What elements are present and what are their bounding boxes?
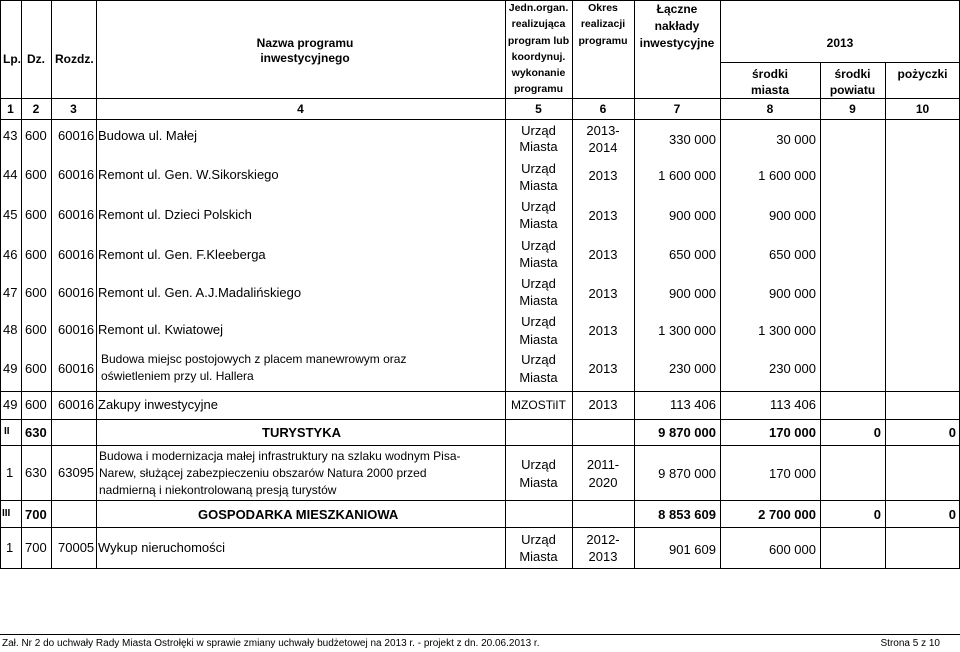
cell-jedn-1: Urząd [521, 161, 556, 176]
cell-name: Budowa ul. Małej [98, 128, 197, 143]
header-srodki-powiatu-1: środki [834, 67, 871, 81]
section3-bottom-line [0, 527, 960, 528]
header-dz: Dz. [27, 52, 45, 66]
section-title: TURYSTYKA [262, 425, 341, 440]
header-jedn-5: wykonanie [511, 67, 566, 79]
colnum-8: 8 [766, 102, 774, 116]
cell-okres-1: 2011- [586, 457, 620, 472]
cell-dz: 630 [25, 465, 47, 480]
cell-lp: 48 [3, 322, 18, 337]
cell-dz: 600 [25, 361, 47, 376]
colnum-10: 10 [915, 102, 930, 116]
cell-rozdz: 70005 [58, 540, 95, 555]
cell-name: Remont ul. Dzieci Polskich [98, 207, 252, 222]
cell-miasta: 1 600 000 [758, 168, 816, 183]
section-title: GOSPODARKA MIESZKANIOWA [198, 507, 399, 522]
cell-jedn-1: Urząd [521, 352, 556, 367]
section-powiatu: 0 [873, 425, 881, 440]
footer-note: Zał. Nr 2 do uchwały Rady Miasta Ostrołęki w sprawie zmiany uchwały budżetowej na 2013 r. - projekt z dn. 20.06.2013 r. [2, 638, 540, 649]
cell-jedn-2: Miasta [519, 293, 558, 308]
vline-lp [21, 0, 22, 569]
cell-okres: 2013 [588, 247, 618, 262]
cell-lp: 1 [6, 540, 14, 555]
cell-okres: 2013 [588, 397, 618, 412]
mieszk-bottom-line [0, 568, 960, 569]
cell-jedn-2: Miasta [519, 178, 558, 193]
vline-powiatu [885, 62, 886, 569]
header-jedn-1: Jedn.organ. [508, 2, 569, 14]
colnum-6: 6 [599, 102, 607, 116]
section-dz: 630 [25, 425, 47, 440]
cell-name-line-2: oświetleniem przy ul. Hallera [101, 369, 254, 383]
section2-bottom-line [0, 445, 960, 446]
header-year: 2013 [826, 36, 854, 50]
cell-dz: 600 [25, 285, 47, 300]
rows-bottom-line [0, 391, 960, 392]
header-jedn-6: programu [513, 83, 563, 95]
cell-laczne: 9 870 000 [658, 466, 716, 481]
section-roman: II [4, 426, 10, 437]
cell-jedn-2: Miasta [519, 475, 558, 490]
header-rozdz: Rozdz. [55, 52, 94, 66]
header-okres-3: programu [578, 35, 628, 47]
cell-dz: 600 [25, 397, 47, 412]
header-pozyczki: pożyczki [897, 67, 948, 81]
cell-okres-2: 2013 [588, 549, 618, 564]
header-bottom-line [0, 98, 960, 99]
vline-rozdz [96, 0, 97, 569]
cell-name: Wykup nieruchomości [98, 540, 226, 555]
cell-miasta: 900 000 [769, 208, 816, 223]
section-laczne: 8 853 609 [658, 507, 716, 522]
cell-jedn-1: Urząd [521, 457, 556, 472]
section-miasta: 170 000 [769, 425, 816, 440]
cell-lp: 47 [3, 285, 18, 300]
header-laczne-3: inwestycyjne [639, 36, 715, 50]
cell-miasta: 900 000 [769, 286, 816, 301]
cell-laczne: 900 000 [669, 208, 716, 223]
cell-miasta: 230 000 [769, 361, 816, 376]
cell-name-line-2: Narew, służącej zabezpieczeniu obszarów Natura 2000 przed [99, 466, 427, 480]
cell-rozdz: 60016 [58, 247, 95, 262]
cell-okres: 2013 [588, 323, 618, 338]
cell-okres: 2013 [588, 361, 618, 376]
cell-miasta: 30 000 [776, 132, 816, 147]
cell-okres-2: 2014 [588, 140, 618, 155]
cell-okres-2: 2020 [588, 475, 618, 490]
cell-laczne: 1 300 000 [658, 323, 716, 338]
cell-name: Remont ul. Gen. F.Kleeberga [98, 247, 266, 262]
cell-dz: 600 [25, 128, 47, 143]
cell-dz: 600 [25, 247, 47, 262]
cell-jedn-2: Miasta [519, 139, 558, 154]
cell-rozdz: 60016 [58, 128, 95, 143]
cell-okres: 2013 [588, 208, 618, 223]
header-jedn-2: realizująca [511, 18, 566, 30]
cell-okres: 2013 [588, 286, 618, 301]
section-roman: III [2, 508, 11, 519]
header-okres-1: Okres [588, 2, 618, 14]
vline-okres [634, 0, 635, 569]
cell-laczne: 900 000 [669, 286, 716, 301]
cell-name-line-3: nadmierną i niekontrolowaną presją turystów [99, 483, 337, 497]
cell-laczne: 1 600 000 [658, 168, 716, 183]
cell-jedn: MZOSTiIT [511, 398, 566, 412]
header-srodki-miasta-2: miasta [750, 83, 790, 97]
cell-jedn-2: Miasta [519, 332, 558, 347]
header-nazwa-1: Nazwa programu [256, 36, 354, 50]
cell-name: Remont ul. Gen. W.Sikorskiego [98, 167, 279, 182]
colnum-bottom-line [0, 119, 960, 120]
cell-jedn-2: Miasta [519, 216, 558, 231]
colnum-7: 7 [673, 102, 681, 116]
header-laczne-1: Łączne [656, 2, 698, 16]
cell-rozdz: 60016 [58, 322, 95, 337]
cell-laczne: 113 406 [669, 397, 716, 412]
cell-dz: 600 [25, 167, 47, 182]
cell-lp: 1 [6, 465, 14, 480]
cell-okres-1: 2013- [586, 123, 620, 138]
cell-laczne: 230 000 [669, 361, 716, 376]
cell-rozdz: 60016 [58, 207, 95, 222]
year-underline [720, 62, 960, 63]
cell-name: Remont ul. Kwiatowej [98, 322, 223, 337]
cell-miasta: 1 300 000 [758, 323, 816, 338]
cell-name-line-1: Budowa miejsc postojowych z placem manewrowym oraz [101, 352, 407, 366]
header-jedn-3: program lub [507, 35, 570, 47]
cell-lp: 49 [3, 397, 18, 412]
header-srodki-powiatu-2: powiatu [829, 83, 876, 97]
section-laczne: 9 870 000 [658, 425, 716, 440]
table-border-top [0, 0, 960, 1]
colnum-4: 4 [297, 102, 304, 116]
cell-jedn-1: Urząd [521, 314, 556, 329]
vline-miasta [820, 62, 821, 569]
cell-lp: 43 [3, 128, 18, 143]
colnum-3: 3 [70, 102, 77, 116]
section-powiatu: 0 [873, 507, 881, 522]
cell-okres: 2013 [588, 168, 618, 183]
section-miasta: 2 700 000 [758, 507, 816, 522]
cell-lp: 44 [3, 167, 18, 182]
header-lp: Lp. [3, 52, 21, 66]
colnum-5: 5 [535, 102, 542, 116]
cell-jedn-1: Urząd [521, 123, 556, 138]
cell-jedn-1: Urząd [521, 532, 556, 547]
vline-left [0, 0, 1, 569]
cell-jedn-2: Miasta [519, 370, 558, 385]
cell-jedn-2: Miasta [519, 255, 558, 270]
header-okres-2: realizacji [580, 18, 626, 30]
colnum-9: 9 [849, 102, 856, 116]
cell-laczne: 330 000 [669, 132, 716, 147]
section-dz: 700 [25, 507, 47, 522]
colnum-2: 2 [32, 102, 40, 116]
cell-lp: 45 [3, 207, 18, 222]
colnum-1: 1 [7, 102, 14, 116]
cell-rozdz: 63095 [58, 465, 95, 480]
tur-bottom-line [0, 500, 960, 501]
cell-name: Zakupy inwestycyjne [98, 397, 218, 412]
cell-miasta: 600 000 [769, 542, 816, 557]
footer-rule [0, 634, 960, 635]
cell-lp: 46 [3, 247, 18, 262]
cell-dz: 600 [25, 207, 47, 222]
header-jedn-4: koordynuj. [511, 51, 566, 63]
cell-laczne: 650 000 [669, 247, 716, 262]
header-laczne-2: nakłady [654, 19, 700, 33]
cell-rozdz: 60016 [58, 285, 95, 300]
header-srodki-miasta-1: środki [751, 67, 788, 81]
cell-jedn-1: Urząd [521, 238, 556, 253]
cell-name: Remont ul. Gen. A.J.Madalińskiego [98, 285, 302, 300]
cell-name-line-1: Budowa i modernizacja małej infrastruktury na szlaku wodnym Pisa- [99, 449, 461, 463]
section-pozyczki: 0 [948, 425, 956, 440]
cell-jedn-2: Miasta [519, 549, 558, 564]
header-nazwa-2: inwestycyjnego [260, 51, 350, 65]
cell-okres-1: 2012- [586, 532, 620, 547]
cell-rozdz: 60016 [58, 361, 95, 376]
cell-miasta: 650 000 [769, 247, 816, 262]
cell-jedn-1: Urząd [521, 276, 556, 291]
zakupy-bottom-line [0, 419, 960, 420]
cell-dz: 600 [25, 322, 47, 337]
cell-laczne: 901 609 [669, 542, 716, 557]
cell-lp: 49 [3, 361, 18, 376]
cell-miasta: 170 000 [769, 466, 816, 481]
vline-dz [51, 0, 52, 569]
section-pozyczki: 0 [948, 507, 956, 522]
cell-miasta: 113 406 [769, 397, 816, 412]
cell-dz: 700 [25, 540, 47, 555]
cell-rozdz: 60016 [58, 167, 95, 182]
cell-rozdz: 60016 [58, 397, 95, 412]
page-number: Strona 5 z 10 [880, 638, 940, 649]
cell-jedn-1: Urząd [521, 199, 556, 214]
